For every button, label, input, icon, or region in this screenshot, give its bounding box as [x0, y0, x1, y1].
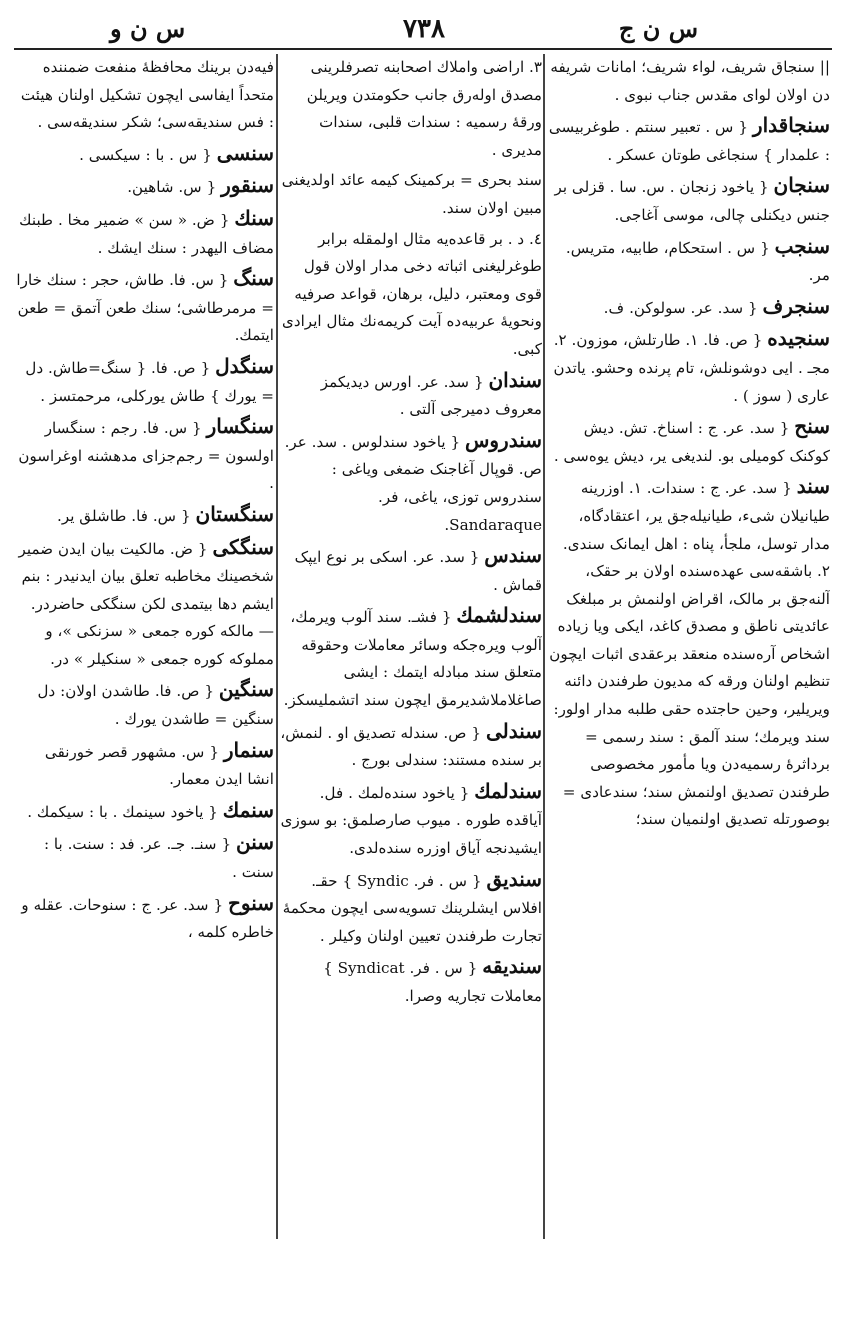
entry-definition: { س . فر. Syndicat } معاملات تجاریه وصرا.	[323, 959, 542, 1005]
entry-headword: سنجرف	[762, 293, 830, 318]
dictionary-entry	[280, 167, 542, 222]
entry-definition: { سد. عر. اسکی بر نوع ایپک قماش .	[294, 548, 542, 594]
entry-definition: { یاخود زنجان . س. سا . قزلی بر جنس دیکنلی چالی، موسی آغاجی.	[554, 178, 830, 224]
entry-headword: سنجیده	[767, 326, 830, 351]
entry-headword: سندلمك	[474, 778, 542, 803]
entry-definition: { سنـ. جـ. عر. فد : سنت. با : سنت .	[43, 835, 274, 882]
column-left	[16, 54, 274, 1239]
dictionary-entry	[548, 112, 830, 169]
dictionary-entry	[16, 676, 274, 733]
dictionary-entry	[280, 718, 542, 775]
dictionary-entry	[280, 367, 542, 424]
entry-definition: فیه‌دن برینك محافظهٔ منفعت ضمننده متحداً ایفاسی ایچون تشکیل اولنان هیئت : فس سندیقه‌سی؛ شکر سندیقه‌سی .	[20, 58, 274, 132]
entry-definition: { ص. فا. { سنگ=طاش. دل = یورك } طاش یورکلی، مرحمتسز .	[25, 358, 274, 405]
dictionary-entry	[280, 778, 542, 863]
dictionary-entry	[280, 542, 542, 599]
entry-definition: { فشـ. سند آلوب ویرمك، آلوب ویره‌جکه وسائر معاملات وحقوقه متعلق سند مبادله ایتمك : ایشی صاغلاملاشدیرمق ایچون سند اتشملیسکز.	[283, 608, 542, 710]
entry-definition: { ض. « سن » ضمیر مخا . طبنك مضاف الیهدر : سنك ایشك .	[19, 210, 274, 257]
entry-headword: سندروس	[464, 427, 542, 452]
entry-headword: سنسی	[216, 140, 274, 165]
entry-definition: { س. فا. رجم : سنگسار اولسون = رجم‌جزای مدهشنه اوغراسون .	[18, 419, 274, 493]
dictionary-entry	[548, 413, 830, 470]
dictionary-entry	[280, 226, 542, 364]
header-left-letters: س ن و	[110, 14, 186, 43]
entry-definition: { یاخود سینمك . با : سیکمك .	[27, 802, 218, 821]
entry-headword: سنجاقدار	[752, 113, 830, 138]
dictionary-entry	[16, 140, 274, 170]
entry-headword: سنگدل	[215, 353, 274, 378]
entry-definition: { ص. فا. طاشدن اولان: دل سنگین = طاشدن یورك .	[37, 682, 274, 729]
column-divider-left	[276, 54, 278, 1239]
entry-definition: { س . با : سیکسی .	[79, 145, 212, 164]
entry-headword: سنجان	[773, 173, 830, 198]
dictionary-entry	[16, 205, 274, 262]
entry-headword: سنگسار	[206, 414, 274, 439]
entry-headword: سنمك	[222, 797, 274, 822]
entry-definition: سند بحری = برکمینک کیمه عائد اولدیغنی مبین اولان سند.	[281, 171, 542, 217]
dictionary-entry	[16, 265, 274, 350]
entry-definition: { سد. عر. ج : اسناخ. تش. دیش کوکنک کومیلی بو. لندیغی یر، دیش یوه‌سی .	[553, 419, 830, 465]
dictionary-entry	[16, 829, 274, 886]
entry-headword: سندلشمك	[456, 603, 542, 628]
dictionary-entry	[16, 501, 274, 531]
entry-definition: { س . استحکام، طابیه، متریس. مر.	[565, 238, 830, 285]
entry-headword: سنح	[794, 414, 830, 439]
dictionary-entry	[16, 172, 274, 202]
entry-definition: { س. مشهور قصر خورنقی انشا ایدن معمار.	[44, 742, 274, 789]
entry-headword: سنقور	[221, 173, 274, 198]
entry-headword: سنگکی	[212, 534, 274, 559]
entry-definition: ٤. د . بر قاعده‌یه مثال اولمقله برابر طوغرلیغنی اثباته دخی مدار اولان قول قوی ومعتبر، دلیل، برهان، قواعد صرفیه ونحویهٔ عربیه‌ده آیت کریمه‌نك مثال ایرادی کبی.	[281, 229, 542, 358]
page-number: ٧٣٨	[403, 14, 445, 44]
entry-definition: { ض. مالکیت بیان ایدن ضمیر شخصینك مخاطبه تعلق بیان ایدنیدر : بنم ایشم دها بیتمدی لکن سنگکی حاضردر. — مالکه کوره جمعی « سزنکی »، و مملوکه کوره جمعی « سنکیلر » در.	[18, 539, 274, 668]
entry-headword: سنگستان	[195, 501, 274, 526]
entry-definition: { سد. عر. ج : سنوحات. عقله و خاطره کلمه ،	[21, 895, 274, 942]
dictionary-entry	[548, 473, 830, 834]
dictionary-entry	[280, 427, 542, 539]
entry-headword: سنمار	[223, 737, 274, 762]
dictionary-entry	[280, 54, 542, 164]
entry-definition: { س. شاهین.	[127, 178, 217, 197]
dictionary-entry	[548, 325, 830, 410]
column-right	[548, 54, 830, 1239]
entry-definition: { س. فا. طاشلق یر.	[57, 506, 191, 525]
dictionary-entry	[16, 353, 274, 410]
dictionary-entry	[16, 797, 274, 827]
dictionary-entry	[16, 737, 274, 794]
entry-definition: { س . فر. Syndic } حقـ. افلاس ایشلرینك تسویه‌سی ایچون محکمهٔ تجارت طرفندن تعیین اولنان وکیلر .	[282, 871, 542, 945]
dictionary-entry	[548, 172, 830, 229]
dictionary-entry	[16, 534, 274, 674]
entry-headword: سنگین	[218, 677, 274, 702]
dictionary-entry	[280, 866, 542, 951]
entry-definition: { یاخود سنده‌لمك . فل. آیاقده طوره . میوب صارصلمق: بو سوزی ایشیدنجه آیاق اوزره سنده‌لدی.	[280, 783, 542, 858]
entry-headword: سنك	[234, 205, 274, 230]
entry-definition: ٣. اراضی واملاك اصحابنه تصرفلرینی مصدق اوله‌رق جانب حکومتدن ویریلن ورقهٔ رسمیه : سندات قلبی، سندات مدیری .	[306, 58, 542, 159]
entry-headword: سندیقه	[482, 954, 542, 979]
entry-headword: سندس	[484, 543, 542, 568]
entry-headword: سند	[796, 474, 830, 499]
dictionary-entry	[548, 293, 830, 323]
entry-definition: { سد. عر. ج : سندات. ١. اوزرینه طیانیلان شیء، طیانیله‌جق یر، اعتقادگاه، مدار توسل، ملجأ، پناه : اهل ایمانک سندی. ٢. باشقه‌سی عهده‌سنده اولان بر حقک، آلنه‌جق بر مالک، اقراض اولنمش بر مبلغک عائدیتی ناطق و مصدق کاغد، ایکی ویا زیاده اشخاص آره‌سنده منعقد برعقدی اثبات ایچون تنظیم اولنان ورقه که مدیون طرفندن دائنه ویریلیر، وحین حاجتده حقی طلبه مدار اولور: سند ویرمك؛ سند آلمق : سند رسمی = برداثرهٔ رسمیه‌دن ویا مأمور مخصوصی طرفندن تصدیق اولنمش سند؛ سندعادی = بوصورتله تصدیق اولنمیان سند؛	[549, 479, 830, 829]
entry-headword: سنوح	[227, 890, 274, 915]
entry-definition: { سد. عر. سولوکن. ف.	[603, 298, 758, 317]
entry-headword: سنگ	[233, 266, 274, 291]
header-right-letters: س ن ج	[618, 14, 698, 43]
entry-definition: || سنجاق شریف، لواء شریف؛ امانات شریفه دن اولان لوای مقدس جناب نبوی .	[550, 58, 830, 104]
entry-headword: سندیق	[486, 866, 542, 891]
entry-definition: { یاخود سندلوس . سد. عر. ص. قوپال آغاجنک ضمغی ویاغی : سندروس توزی، یاغی، فر. Sandaraque.	[284, 432, 542, 534]
dictionary-entry	[280, 602, 542, 714]
dictionary-entry	[16, 54, 274, 137]
header-rule	[14, 48, 832, 50]
dictionary-entry	[548, 233, 830, 290]
entry-headword: سنجب	[774, 233, 830, 258]
page-header	[20, 14, 828, 48]
entry-definition: { س . تعبیر سنتم . طوغربیسی : علمدار } سنجاغی طوتان عسکر .	[548, 118, 830, 164]
dictionary-entry	[280, 953, 542, 1010]
dictionary-entry	[16, 890, 274, 947]
entry-headword: سندلی	[485, 718, 542, 743]
entry-headword: سندان	[488, 367, 542, 392]
column-divider-right	[543, 54, 545, 1239]
entry-definition: { سد. عر. اورس دیدیکمز معروف دمیرجی آلتی .	[320, 372, 542, 419]
column-middle	[280, 54, 542, 1239]
entry-definition: { س. فا. طاش، حجر : سنك خارا = مرمرطاشی؛ سنك طعن آتمق = طعن ایتمك.	[16, 271, 274, 345]
entry-definition: { ص. فا. ١. طارتلش، موزون. ٢. مجـ . ایی دوشونلش، تام پرنده وحشو. یاتدن عاری ( سوز ) .	[553, 331, 830, 405]
entry-headword: سنن	[235, 830, 274, 855]
dictionary-entry	[548, 54, 830, 109]
dictionary-entry	[16, 413, 274, 498]
entry-definition: { ص. سندله تصدیق او . لنمش، بر سنده مستند: سندلی بورج .	[280, 723, 542, 770]
